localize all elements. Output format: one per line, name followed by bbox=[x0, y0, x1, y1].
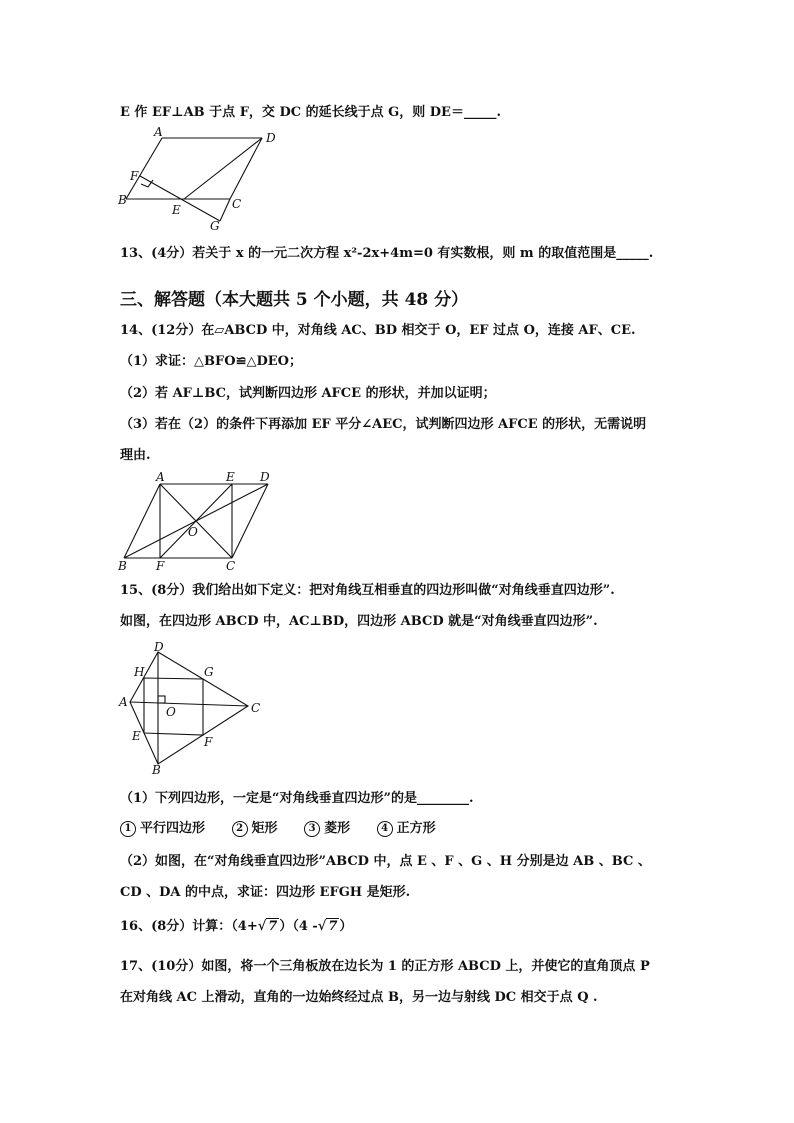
label-C: C bbox=[226, 559, 236, 573]
figure-kite bbox=[114, 640, 272, 778]
q14-stem: 14、(12分）在▱ABCD 中，对角线 AC、BD 相交于 O，EF 过点 O，连接 AF、CE. bbox=[120, 323, 636, 338]
label-D: D bbox=[260, 470, 270, 484]
extension-CG bbox=[220, 199, 230, 221]
option-2 bbox=[232, 821, 278, 836]
label-B: B bbox=[118, 193, 127, 207]
right-angle-mark bbox=[158, 696, 165, 703]
q13-text: 13、(4分）若关于 x 的一元二次方程 x²-2x+4m=0 有实数根，则 m 的取值范围是_____. bbox=[120, 246, 654, 261]
option-1 bbox=[120, 821, 205, 836]
label-F: F bbox=[204, 735, 213, 749]
label-C: C bbox=[251, 701, 261, 715]
quadrilateral-ABCD bbox=[130, 652, 248, 764]
label-O: O bbox=[166, 705, 176, 719]
q14-part-3-line2: 理由. bbox=[120, 448, 151, 463]
label-A: A bbox=[154, 125, 163, 139]
q15-part-1: （1）下列四边形，一定是“对角线垂直四边形”的是________. bbox=[120, 791, 474, 806]
edge-DC bbox=[230, 138, 262, 199]
q16-suffix: ） bbox=[339, 919, 353, 934]
right-angle-mark bbox=[141, 180, 153, 187]
sqrt-sign: √ bbox=[257, 919, 267, 934]
q12-text: E 作 EF⊥AB 于点 F，交 DC 的延长线于点 G，则 DE＝_____. bbox=[120, 105, 501, 120]
edge-AB bbox=[124, 484, 160, 558]
q15-stem: 15、(8分）我们给出如下定义：把对角线互相垂直的四边形叫做“对角线垂直四边形”. bbox=[120, 583, 615, 598]
section-3-title: 三、解答题（本大题共 5 个小题，共 48 分） bbox=[120, 290, 469, 310]
option-number: 4 bbox=[377, 821, 393, 837]
label-C: C bbox=[232, 197, 242, 211]
option-label: 正方形 bbox=[396, 821, 436, 836]
label-E: E bbox=[172, 203, 181, 217]
segment-DE bbox=[184, 138, 262, 199]
label-D: D bbox=[266, 131, 276, 145]
option-3 bbox=[304, 821, 350, 836]
label-G: G bbox=[210, 219, 220, 233]
q16-middle: ）（4 - bbox=[279, 919, 318, 934]
q14-part-2: （2）若 AF⊥BC，试判断四边形 AFCE 的形状，并加以证明； bbox=[120, 386, 496, 401]
sqrt-radicand: 7 bbox=[328, 919, 338, 934]
option-number: 1 bbox=[120, 821, 136, 837]
diagonal-AC bbox=[130, 702, 248, 706]
option-4 bbox=[377, 821, 436, 836]
q16-text bbox=[120, 918, 352, 936]
q16-prefix: 16、(8分）计算：（4+ bbox=[120, 919, 258, 934]
label-H: H bbox=[134, 665, 145, 679]
option-label: 矩形 bbox=[251, 821, 278, 836]
label-G: G bbox=[204, 665, 214, 679]
label-E: E bbox=[226, 470, 235, 484]
option-label: 平行四边形 bbox=[140, 821, 206, 836]
option-number: 3 bbox=[304, 821, 320, 837]
edge-DC bbox=[232, 484, 268, 558]
option-number: 2 bbox=[232, 821, 248, 837]
option-label: 菱形 bbox=[324, 821, 351, 836]
figure-parallelogram-1 bbox=[112, 124, 282, 236]
label-A: A bbox=[156, 470, 165, 484]
label-D: D bbox=[154, 640, 164, 654]
label-O: O bbox=[188, 525, 198, 539]
label-A: A bbox=[119, 695, 128, 709]
q15-part-2-line1: （2）如图，在“对角线垂直四边形”ABCD 中，点 E 、F 、G 、H 分别是边 AB 、BC 、 bbox=[120, 854, 651, 869]
sqrt-sign: √ bbox=[317, 919, 327, 934]
q17-line1: 17、(10分）如图，将一个三角板放在边长为 1 的正方形 ABCD 上，并使它的直角顶点 P bbox=[120, 959, 650, 974]
label-B: B bbox=[152, 763, 161, 777]
q14-part-1: （1）求证：△BFO≌△DEO； bbox=[120, 354, 302, 369]
label-E: E bbox=[132, 729, 141, 743]
label-F: F bbox=[130, 169, 139, 183]
figure-parallelogram-2 bbox=[114, 470, 280, 576]
label-F: F bbox=[156, 559, 165, 573]
label-B: B bbox=[118, 559, 127, 573]
q14-part-3-line1: （3）若在（2）的条件下再添加 EF 平分∠AEC，试判断四边形 AFCE 的形状，无需说明 bbox=[120, 417, 647, 432]
q17-line2: 在对角线 AC 上滑动，直角的一边始终经过点 B，另一边与射线 DC 相交于点 Q . bbox=[120, 990, 598, 1005]
q15-options bbox=[120, 820, 458, 838]
q15-definition: 如图，在四边形 ABCD 中，AC⊥BD，四边形 ABCD 就是“对角线垂直四边形”. bbox=[120, 614, 598, 629]
sqrt-radicand: 7 bbox=[268, 919, 278, 934]
q15-part-2-line2: CD 、DA 的中点，求证：四边形 EFGH 是矩形. bbox=[120, 885, 411, 900]
